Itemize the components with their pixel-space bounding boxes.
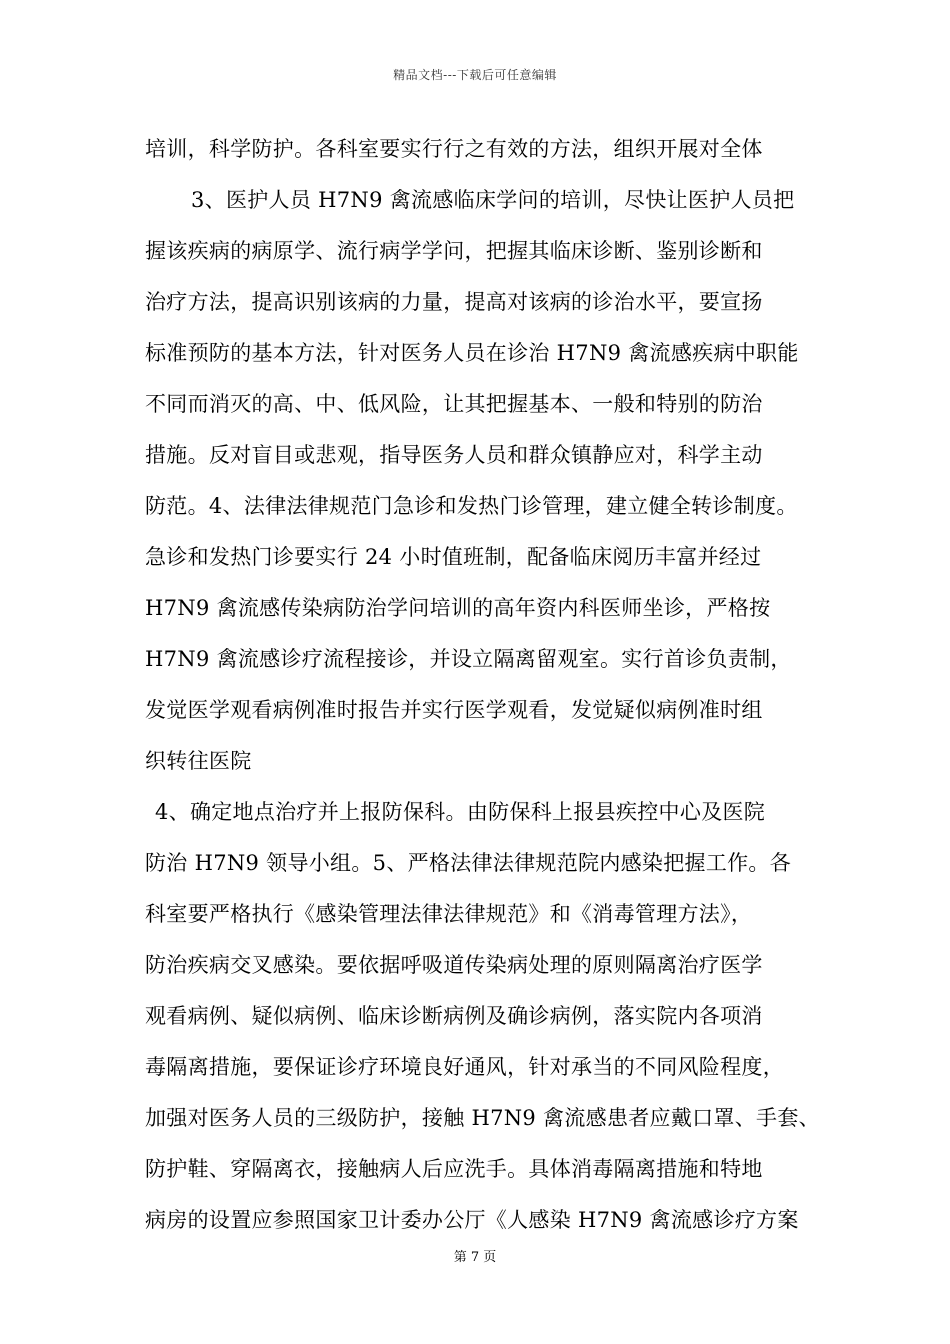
paragraph-line: 急诊和发热门诊要实行 24 小时值班制，配备临床阅历丰富并经过 [145,545,762,569]
paragraph-line: 3、医护人员 H7N9 禽流感临床学问的培训，尽快让医护人员把 [191,188,795,212]
page-header: 精品文档---下载后可任意编辑 [393,68,557,82]
paragraph-line: H7N9 禽流感传染病防治学问培训的高年资内科医师坐诊，严格按 [145,596,771,620]
paragraph-line: H7N9 禽流感诊疗流程接诊，并设立隔离留观室。实行首诊负责制， [145,647,792,671]
paragraph-line: 治疗方法，提高识别该病的力量，提高对该病的诊治水平，要宣扬 [145,290,763,314]
paragraph-line: 4、确定地点治疗并上报防保科。由防保科上报县疾控中心及医院 [155,800,766,824]
paragraph-line: 织转往医院 [145,749,252,773]
paragraph-line: 标准预防的基本方法，针对医务人员在诊治 H7N9 禽流感疾病中职能 [145,341,799,365]
paragraph-line: 发觉医学观看病例准时报告并实行医学观看，发觉疑似病例准时组 [145,698,763,722]
paragraph-line: 毒隔离措施，要保证诊疗环境良好通风，针对承当的不同风险程度， [145,1055,784,1079]
paragraph-line: 防范。4、法律法律规范门急诊和发热门诊管理，建立健全转诊制度。 [145,494,798,518]
paragraph-line: 防治 H7N9 领导小组。5、严格法律法律规范院内感染把握工作。各 [145,851,792,875]
page-number: 第 7 页 [453,1250,497,1265]
document-body [145,128,835,1250]
paragraph-line: 观看病例、疑似病例、临床诊断病例及确诊病例，落实院内各项消 [145,1004,763,1028]
paragraph-line: 加强对医务人员的三级防护，接触 H7N9 禽流感患者应戴口罩、手套、 [145,1106,820,1130]
paragraph-line: 握该疾病的病原学、流行病学学问，把握其临床诊断、鉴别诊断和 [145,239,763,263]
paragraph-line: 培训，科学防护。各科室要实行行之有效的方法，组织开展对全体 [145,137,763,161]
paragraph-line: 措施。反对盲目或悲观，指导医务人员和群众镇静应对，科学主动 [145,443,763,467]
paragraph-line: 防护鞋、穿隔离衣，接触病人后应洗手。具体消毒隔离措施和特地 [145,1157,763,1181]
paragraph-line: 防治疾病交叉感染。要依据呼吸道传染病处理的原则隔离治疗医学 [145,953,763,977]
paragraph-line: 科室要严格执行《感染管理法律法律规范》和《消毒管理方法》， [145,902,753,926]
paragraph-line: 不同而消灭的高、中、低风险，让其把握基本、一般和特别的防治 [145,392,763,416]
paragraph-line: 病房的设置应参照国家卫计委办公厅《人感染 H7N9 禽流感诊疗方案 [145,1208,799,1232]
